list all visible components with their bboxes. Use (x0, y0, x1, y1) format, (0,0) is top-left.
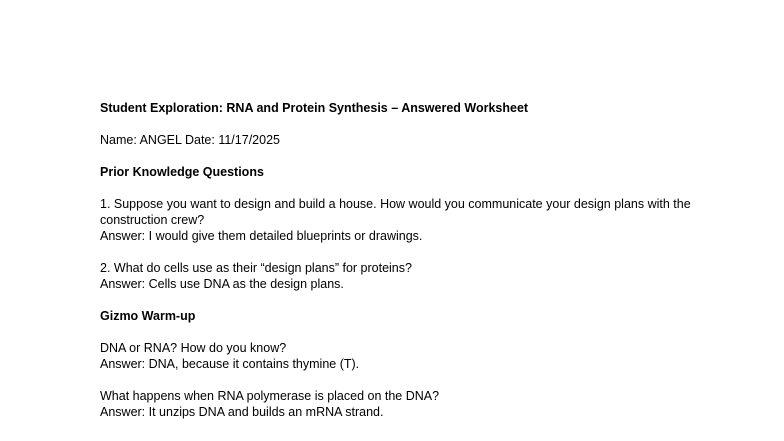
section-heading-gizmo-warmup: Gizmo Warm-up (100, 309, 196, 323)
warmup-block-1 (100, 340, 700, 372)
warmup-2-answer: Answer: It unzips DNA and builds an mRNA strand. (100, 405, 384, 419)
warmup-block-2 (100, 388, 700, 420)
question-1-answer: Answer: I would give them detailed blueprints or drawings. (100, 229, 423, 243)
warmup-2-text: What happens when RNA polymerase is placed on the DNA? (100, 389, 440, 403)
question-block-2 (100, 260, 700, 292)
warmup-1-text: DNA or RNA? How do you know? (100, 341, 287, 355)
question-1-text: 1. Suppose you want to design and build a house. How would you communicate your design plans with the construction crew? (100, 197, 691, 227)
question-2-text: 2. What do cells use as their “design plans” for proteins? (100, 261, 412, 275)
question-block-1 (100, 196, 700, 244)
name-date-line: Name: ANGEL Date: 11/17/2025 (100, 133, 280, 147)
document-title: Student Exploration: RNA and Protein Synthesis – Answered Worksheet (100, 101, 529, 115)
question-2-answer: Answer: Cells use DNA as the design plans. (100, 277, 344, 291)
section-heading-prior-knowledge: Prior Knowledge Questions (100, 165, 264, 179)
warmup-1-answer: Answer: DNA, because it contains thymine (T). (100, 357, 360, 371)
document-body (100, 100, 700, 436)
